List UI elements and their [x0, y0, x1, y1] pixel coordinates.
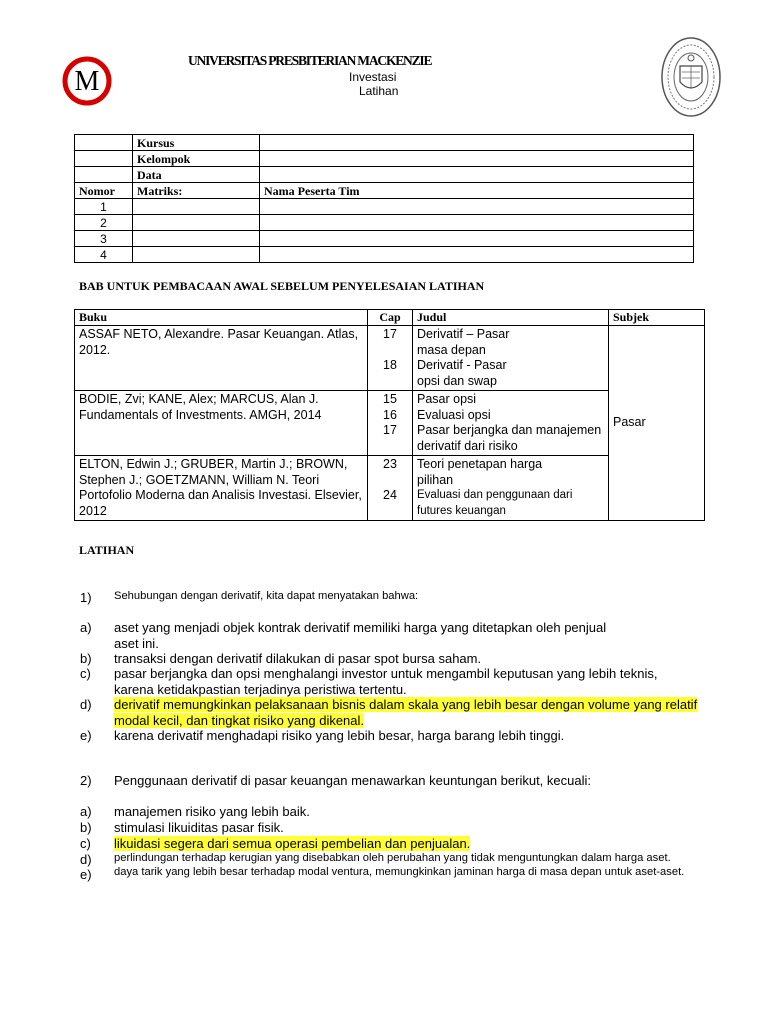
- member-number: 3: [75, 231, 133, 247]
- option-letter: a): [80, 804, 92, 819]
- course-subtitle: Investasi: [349, 70, 397, 84]
- member-name-header: Nama Peserta Tim: [260, 183, 694, 199]
- member-matrix[interactable]: [133, 215, 260, 231]
- university-name: UNIVERSITAS PRESBITERIAN MACKENZIE: [188, 53, 432, 68]
- chapter-number: 24: [383, 487, 397, 502]
- title-column-header: Judul: [413, 310, 609, 326]
- question-text: Penggunaan derivatif di pasar keuangan menawarkan keuntungan berikut, kecuali:: [114, 773, 591, 788]
- member-number: 2: [75, 215, 133, 231]
- chapter-number: 18: [383, 357, 397, 372]
- chapter-title: Derivatif - Pasar opsi dan swap: [417, 358, 507, 388]
- reading-books-table: [74, 309, 705, 521]
- course-value[interactable]: [260, 135, 694, 151]
- chapter-column-header: Cap: [368, 310, 413, 326]
- course-label: Kursus: [133, 135, 260, 151]
- book-citation: BODIE, Zvi; KANE, Alex; MARCUS, Alan J. Fundamentals of Investments. AMGH, 2014: [75, 391, 368, 456]
- date-value[interactable]: [260, 167, 694, 183]
- subject-cell: Pasar: [609, 326, 705, 521]
- member-name[interactable]: [260, 247, 694, 263]
- option-text: perlindungan terhadap kerugian yang disebabkan oleh perubahan yang tidak menguntungkan dalam harga aset.: [114, 852, 671, 864]
- member-name[interactable]: [260, 215, 694, 231]
- option-text: aset yang menjadi objek kontrak derivatif memiliki harga yang ditetapkan oleh penjual aset ini.: [114, 620, 607, 651]
- book-column-header: Buku: [75, 310, 368, 326]
- chapter-number: 17: [383, 327, 397, 341]
- chapter-title: Teori penetapan harga pilihan: [417, 457, 543, 487]
- member-name[interactable]: [260, 199, 694, 215]
- option-letter: c): [80, 666, 91, 681]
- member-row: [75, 231, 694, 247]
- question-number: 1): [80, 590, 92, 605]
- option-text: pasar berjangka dan opsi menghalangi investor untuk mengambil keputusan yang lebih teknis, karena ketidakpastian terjadinya peristiwa tertentu.: [114, 666, 658, 697]
- member-number: 4: [75, 247, 133, 263]
- document-type: Latihan: [359, 84, 399, 98]
- option-text: daya tarik yang lebih besar terhadap modal ventura, memungkinkan jaminan harga di masa depan untuk aset-aset.: [114, 866, 685, 878]
- member-matrix[interactable]: [133, 231, 260, 247]
- option-letter: e): [80, 728, 92, 743]
- chapter-title: Pasar opsi: [417, 392, 477, 406]
- option-text: transaksi dengan derivatif dilakukan di pasar spot bursa saham.: [114, 651, 482, 666]
- chapter-number: 15: [383, 392, 397, 406]
- option-text: karena derivatif menghadapi risiko yang lebih besar, harga barang lebih tinggi.: [114, 728, 565, 743]
- chapter-title: Evaluasi dan penggunaan dari futures keuangan: [417, 489, 573, 517]
- option-letter: c): [80, 836, 91, 851]
- option-letter: b): [80, 651, 92, 666]
- reading-section-title: BAB UNTUK PEMBACAAN AWAL SEBELUM PENYELESAIAN LATIHAN: [79, 279, 485, 293]
- university-seal: [660, 36, 722, 118]
- member-row: [75, 215, 694, 231]
- option-text: stimulasi likuiditas pasar fisik.: [114, 820, 284, 835]
- option-text: manajemen risiko yang lebih baik.: [114, 804, 310, 819]
- mackenzie-logo: [62, 56, 112, 106]
- subject-column-header: Subjek: [609, 310, 705, 326]
- member-matrix[interactable]: [133, 247, 260, 263]
- option-letter: d): [80, 697, 92, 712]
- chapter-number: 23: [383, 457, 397, 471]
- group-label: Kelompok: [133, 151, 260, 167]
- group-value[interactable]: [260, 151, 694, 167]
- chapter-number: 16: [383, 407, 397, 422]
- book-citation: ELTON, Edwin J.; GRUBER, Martin J.; BROWN, Stephen J.; GOETZMANN, William N. Teori Portofolio Moderna dan Analisis Investasi. Elsevier, 2012: [75, 456, 368, 521]
- matrix-header: Matriks:: [133, 183, 260, 199]
- question-number: 2): [80, 773, 92, 788]
- chapter-title: Pasar berjangka dan manajemen derivatif dari risiko: [417, 423, 602, 453]
- question-text: Sehubungan dengan derivatif, kita dapat menyatakan bahwa:: [114, 590, 419, 602]
- option-letter: d): [80, 852, 92, 867]
- date-label: Data: [133, 167, 260, 183]
- option-letter: e): [80, 867, 92, 882]
- member-number: 1: [75, 199, 133, 215]
- member-name[interactable]: [260, 231, 694, 247]
- member-matrix[interactable]: [133, 199, 260, 215]
- chapter-number: 17: [383, 423, 397, 437]
- chapter-title: Derivatif – Pasar masa depan: [417, 327, 510, 357]
- logo-letter: M: [74, 66, 100, 97]
- book-row: [75, 326, 705, 391]
- member-row: [75, 247, 694, 263]
- member-row: [75, 199, 694, 215]
- highlighted-option-text: likuidasi segera dari semua operasi pembelian dan penjualan.: [114, 836, 471, 851]
- exercise-section-title: LATIHAN: [79, 543, 135, 557]
- highlighted-option-text: derivatif memungkinkan pelaksanaan bisnis dalam skala yang lebih besar dengan volume yang relatif modal kecil, dan tingkat risiko yang dikenal.: [114, 697, 698, 728]
- chapter-title: Evaluasi opsi: [417, 407, 491, 422]
- option-letter: b): [80, 820, 92, 835]
- option-letter: a): [80, 620, 92, 635]
- number-header: Nomor: [75, 183, 133, 199]
- team-info-table: [74, 134, 694, 263]
- book-citation: ASSAF NETO, Alexandre. Pasar Keuangan. Atlas, 2012.: [75, 326, 368, 391]
